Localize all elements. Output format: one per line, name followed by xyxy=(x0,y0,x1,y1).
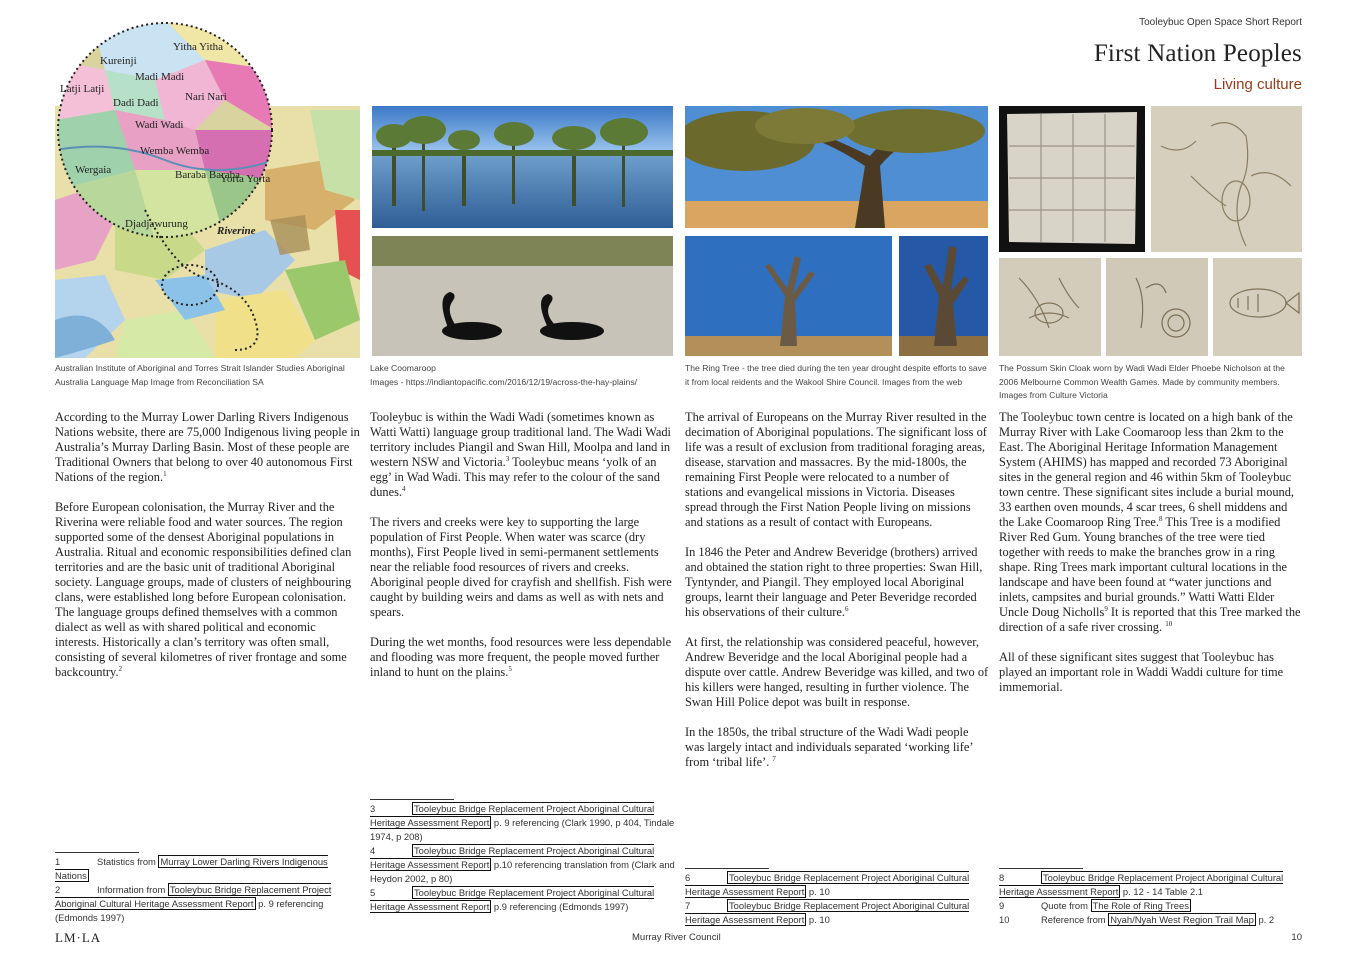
footnote: 5 Tooleybuc Bridge Replacement Project Aboriginal Cultural Heritage Assessment Report p.9 referencing (Edmonds 1997) xyxy=(370,887,655,912)
map-label: Madi Madi xyxy=(135,71,185,83)
body-text xyxy=(370,410,675,695)
map-label: Nari Nari xyxy=(185,91,227,103)
footnote-link[interactable]: Tooleybuc Bridge Replacement Project Aboriginal Cultural Heritage Assessment Report xyxy=(685,872,970,897)
footnote-rule xyxy=(685,868,769,869)
column-1 xyxy=(55,0,358,955)
footnote-rule xyxy=(55,852,139,853)
body-text xyxy=(55,410,360,695)
footnote-link[interactable]: Murray Lower Darling Rivers Indigenous Nations xyxy=(55,856,328,881)
page-subtitle: Living culture xyxy=(1213,76,1302,93)
map-label: Djadjawurung xyxy=(125,218,188,230)
footnote-ref: 8 xyxy=(1159,514,1163,523)
footnote-ref: 3 xyxy=(505,454,510,463)
footnote-ref: 7 xyxy=(772,754,776,763)
footnote-link[interactable]: Tooleybuc Bridge Replacement Project Aboriginal Cultural Heritage Assessment Report xyxy=(370,803,655,828)
paragraph: The arrival of Europeans on the Murray River resulted in the decimation of Aboriginal populations. The significant loss of life was a result of exclusion from traditional foraging areas, disease, starvation and massacres. By the mid-1800s, the remaining First People were relocated to a number of stations and evangelical missions in Victoria. Diseases spread through the First Nation People living on missions and stations as a result of contact with Europeans. xyxy=(685,410,987,529)
body-text xyxy=(685,410,990,785)
footnote: 7 Tooleybuc Bridge Replacement Project Aboriginal Cultural Heritage Assessment Report p. 10 xyxy=(685,900,970,925)
paragraph: Before European colonisation, the Murray River and the Riverina were reliable food and water sources. The region supported some of the densest Aboriginal populations in Australia. Ritual and economic responsibilities defined clan territories and are the basic unit of traditional Aboriginal society. Language groups, made of clusters of neighbouring clans, were established long before European colonisation. The language groups defined themselves with a common dialect as well as with shared political and economic interests. Historically a clan’s territory was often small, consisting of several kilometres of river frontage and some backcountry.$^2$ xyxy=(55,500,352,679)
map-label: Yorta Yorta xyxy=(220,173,271,185)
footer-logo: LM·LA xyxy=(55,930,102,945)
footnote: 9 Quote from The Role of Ring Trees xyxy=(999,900,1189,911)
ring-tree-caption: The Ring Tree - the tree died during the ten year drought despite efforts to save it from local reidents and the Wakool Shire Council. Images from the web xyxy=(685,363,987,387)
map-caption: Australian Institute of Aboriginal and Torres Strait Islander Studies Aboriginal Australia Language Map Image from Reconciliation SA xyxy=(55,363,345,387)
body-text xyxy=(999,410,1304,710)
footnote-ref: 4 xyxy=(402,484,406,493)
cloak-detail-photo-1 xyxy=(1151,106,1302,252)
ring-tree-photo-2 xyxy=(685,236,892,356)
map-label: Riverine xyxy=(217,225,256,237)
cloak-detail-photo-2 xyxy=(999,258,1101,356)
map-label: Dadi Dadi xyxy=(113,97,159,109)
footnote-link[interactable]: Tooleybuc Bridge Replacement Project Aboriginal Cultural Heritage Assessment Report xyxy=(370,887,655,912)
map-label: Yitha Yitha xyxy=(173,41,224,53)
footnote-ref: 10 xyxy=(1165,619,1173,628)
map-label: Baraba Baraba xyxy=(175,169,241,181)
paragraph: The rivers and creeks were key to supporting the large population of First People. When water was scarce (dry months), First People lived in semi-permanent settlements near the reliable food resources of rivers and creeks. Aboriginal people dived for crayfish and shellfish. Fish were caught by building weirs and dams as well as with nets and spears. xyxy=(370,515,672,619)
page-title: First Nation Peoples xyxy=(1093,40,1302,67)
footnote-ref: 5 xyxy=(508,664,512,673)
footnote-rule xyxy=(370,799,454,800)
footnote-ref: 9 xyxy=(1104,604,1108,613)
lake-caption: Lake Coomaroop Images - https://indiantopacific.com/2016/12/19/across-the-hay-plains/ xyxy=(370,363,638,387)
footnote: 1 Statistics from Murray Lower Darling Rivers Indigenous Nations xyxy=(55,856,328,881)
footnotes xyxy=(999,868,1304,927)
swans-photo xyxy=(372,236,673,356)
footnote-ref: 1 xyxy=(163,469,167,478)
paragraph: At first, the relationship was considered peaceful, however, Andrew Beveridge and the local Aboriginal people had a dispute over cattle. Andrew Beveridge was killed, and two of his killers were hanged, resulting in further violence. The Swan Hill Police depot was built in response. xyxy=(685,635,989,709)
footnote: 2 Information from Tooleybuc Bridge Replacement Project Aboriginal Cultural Heritage Assessment Report p. 9 referencing (Edmonds 1997) xyxy=(55,884,332,923)
paragraph: All of these significant sites suggest that Tooleybuc has played an important role in Waddi Waddi culture for time immemorial. xyxy=(999,650,1284,694)
map-label: Wergaia xyxy=(75,164,112,176)
column-4 xyxy=(999,0,1302,955)
map-label: Wadi Wadi xyxy=(135,119,184,131)
lake-photo xyxy=(372,106,673,228)
ring-tree-photo-3 xyxy=(899,236,988,356)
paragraph: During the wet months, food resources were less dependable and flooding was more frequent, the people moved further inland to hunt on the plains.$^5$ xyxy=(370,635,672,679)
footnote-link[interactable]: Nyah/Nyah West Region Trail Map xyxy=(1110,914,1254,925)
cloak-detail-photo-3 xyxy=(1106,258,1208,356)
footnote-ref: 6 xyxy=(845,604,849,613)
possum-cloak-photo xyxy=(999,106,1145,252)
ring-tree-photo-large xyxy=(685,106,988,228)
page-number: 10 xyxy=(1291,932,1302,943)
footnote: 4 Tooleybuc Bridge Replacement Project Aboriginal Cultural Heritage Assessment Report p.10 referencing translation from (Clark and Heydon 2002, p 80) xyxy=(370,845,675,884)
cloak-caption: The Possum Skin Cloak worn by Wadi Wadi Elder Phoebe Nicholson at the 2006 Melbourne Common Wealth Games. Made by community members. Images from Culture Victoria xyxy=(999,363,1285,401)
map-label: Kureinji xyxy=(100,55,137,67)
paragraph: In the 1850s, the tribal structure of the Wadi Wadi people was largely intact and individuals separated ‘working life’ from ‘tribal life’. $^7$ xyxy=(685,725,973,769)
paragraph: According to the Murray Lower Darling Rivers Indigenous Nations website, there are 75,000 Indigenous living people in Australia’s Murray Darling Basin. Most of these people are Traditional Owners that belong to over 40 autonomous First Nations of the region.$^1$ xyxy=(55,410,360,484)
cloak-detail-photo-4 xyxy=(1213,258,1302,356)
footnote-rule xyxy=(999,868,1083,869)
footnote: 3 Tooleybuc Bridge Replacement Project Aboriginal Cultural Heritage Assessment Report p. 9 referencing (Clark 1990, p 404, Tindale 1974, p 208) xyxy=(370,803,675,842)
footnotes xyxy=(370,799,675,914)
paragraph: In 1846 the Peter and Andrew Beveridge (brothers) arrived and obtained the station right to three properties: Swan Hill, Tyntynder, and Piangil. They employed local Aboriginal groups, learnt their language and Peter Beveridge recorded his observations of their culture.$^6$ xyxy=(685,545,983,619)
footnote-link[interactable]: Tooleybuc Bridge Replacement Project Aboriginal Cultural Heritage Assessment Report xyxy=(55,884,332,909)
report-name: Tooleybuc Open Space Short Report xyxy=(1139,17,1302,28)
footnote-link[interactable]: Tooleybuc Bridge Replacement Project Aboriginal Cultural Heritage Assessment Report xyxy=(999,872,1284,897)
column-3 xyxy=(685,0,988,955)
map-label: Latji Latji xyxy=(60,83,105,95)
map-label: Wemba Wemba xyxy=(140,145,210,157)
language-map-image xyxy=(55,20,360,358)
footer-client: Murray River Council xyxy=(632,932,721,943)
footnote-link[interactable]: Tooleybuc Bridge Replacement Project Aboriginal Cultural Heritage Assessment Report xyxy=(685,900,970,925)
footnotes xyxy=(55,852,360,925)
paragraph: The Tooleybuc town centre is located on a high bank of the Murray River with Lake Coomaroop less than 2km to the East. The Aboriginal Heritage Information Management System (AHIMS) has mapped and recorded 73 Aboriginal sites in the general region and 46 within 5km of Tooleybuc town centre. These significant sites include a burial mound, 33 earthen oven mounds, 4 scar trees, 6 shell middens and the Lake Coomaroop Ring Tree.$^8$ This Tree is a modified River Red Gum. Young branches of the tree were tied together with reeds to make the branches grow in a ring shape. Ring Trees mark important cultural locations in the landscape and have been found at “water junctions and inlets, campsites and burial grounds.” Watti Watti Elder Uncle Doug Nicholls$^9$ It is reported that this Tree marked the direction of a safe river crossing. $^{10}$ xyxy=(999,410,1301,634)
footnote: 8 Tooleybuc Bridge Replacement Project Aboriginal Cultural Heritage Assessment Report p. 12 - 14 Table 2.1 xyxy=(999,872,1284,897)
footnote-ref: 2 xyxy=(118,664,123,673)
footnote: 6 Tooleybuc Bridge Replacement Project Aboriginal Cultural Heritage Assessment Report p. 10 xyxy=(685,872,970,897)
footnote-link[interactable]: Tooleybuc Bridge Replacement Project Aboriginal Cultural Heritage Assessment Report xyxy=(370,845,655,870)
paragraph: Tooleybuc is within the Wadi Wadi (sometimes known as Watti Watti) language group traditional land. The Wadi Wadi territory includes Piangil and Swan Hill, Moolpa and land in western NSW and Victoria.$^3$ Tooleybuc means ‘yolk of an egg’ in Wad Wadi. This may refer to the colour of the sand dunes.$^4$ xyxy=(370,410,671,499)
footnote: 10 Reference from Nyah/Nyah West Region Trail Map p. 2 xyxy=(999,914,1275,925)
footnote-link[interactable]: The Role of Ring Trees xyxy=(1092,900,1189,911)
column-2 xyxy=(370,0,673,955)
footnotes xyxy=(685,868,990,927)
